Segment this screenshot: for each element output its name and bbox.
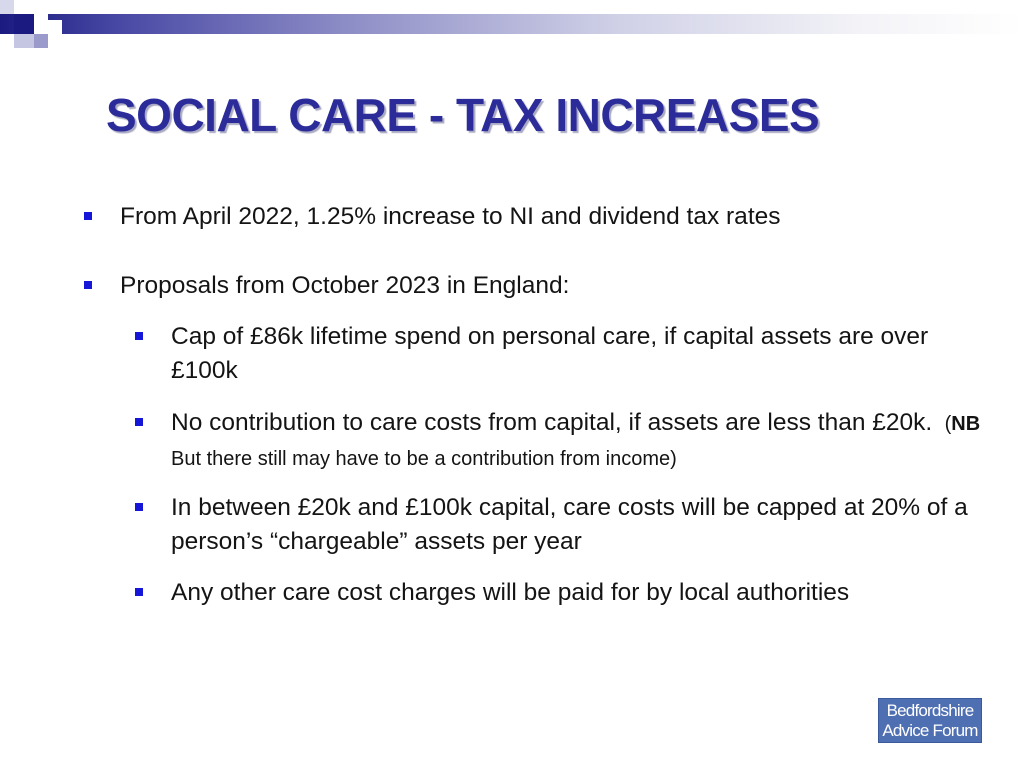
note-text: But there still may have to be a contribution from income)	[171, 448, 677, 470]
bullet-marker-icon	[84, 212, 92, 220]
header-decor-square	[48, 20, 62, 34]
bullet-text: From April 2022, 1.25% increase to NI and dividend tax rates	[120, 203, 781, 230]
bedfordshire-advice-forum-logo	[878, 698, 982, 743]
sub-bullet-text: No contribution to care costs from capital, if assets are less than £20k.	[171, 409, 933, 436]
header-decor-square	[34, 0, 54, 14]
sub-bullet-item	[171, 576, 1001, 610]
logo-line-1: Bedfordshire	[886, 701, 974, 720]
sub-bullet-item	[171, 320, 1001, 388]
header-decor-square	[34, 34, 48, 48]
header-decor-square	[0, 0, 14, 14]
header-decor-square	[14, 14, 34, 34]
bullet-marker-icon	[135, 503, 143, 511]
sub-bullet-text: In between £20k and £100k capital, care costs will be capped at 20% of a person’s “chargeable” assets per year	[171, 494, 968, 555]
bullet-marker-icon	[135, 418, 143, 426]
logo-line-2: Advice Forum	[882, 721, 978, 740]
sub-bullet-item	[171, 406, 1001, 476]
header-decor-square	[14, 34, 34, 48]
bullet-marker-icon	[84, 281, 92, 289]
note-nb-label: NB	[951, 413, 981, 435]
bullet-marker-icon	[135, 588, 143, 596]
header-decor-square	[34, 14, 48, 34]
bullet-marker-icon	[135, 332, 143, 340]
note-open-paren: (	[944, 413, 952, 435]
sub-bullet-text: Cap of £86k lifetime spend on personal care, if capital assets are over £100k	[171, 323, 929, 384]
bullet-text: Proposals from October 2023 in England:	[120, 272, 570, 299]
header-gradient-bar	[0, 14, 1024, 34]
bullet-item	[120, 200, 1000, 234]
bullet-item	[120, 269, 1000, 303]
sub-bullet-text: Any other care cost charges will be paid for by local authorities	[171, 579, 850, 606]
slide-title: SOCIAL CARE - TAX INCREASES	[106, 89, 820, 141]
sub-bullet-item	[171, 491, 1001, 559]
